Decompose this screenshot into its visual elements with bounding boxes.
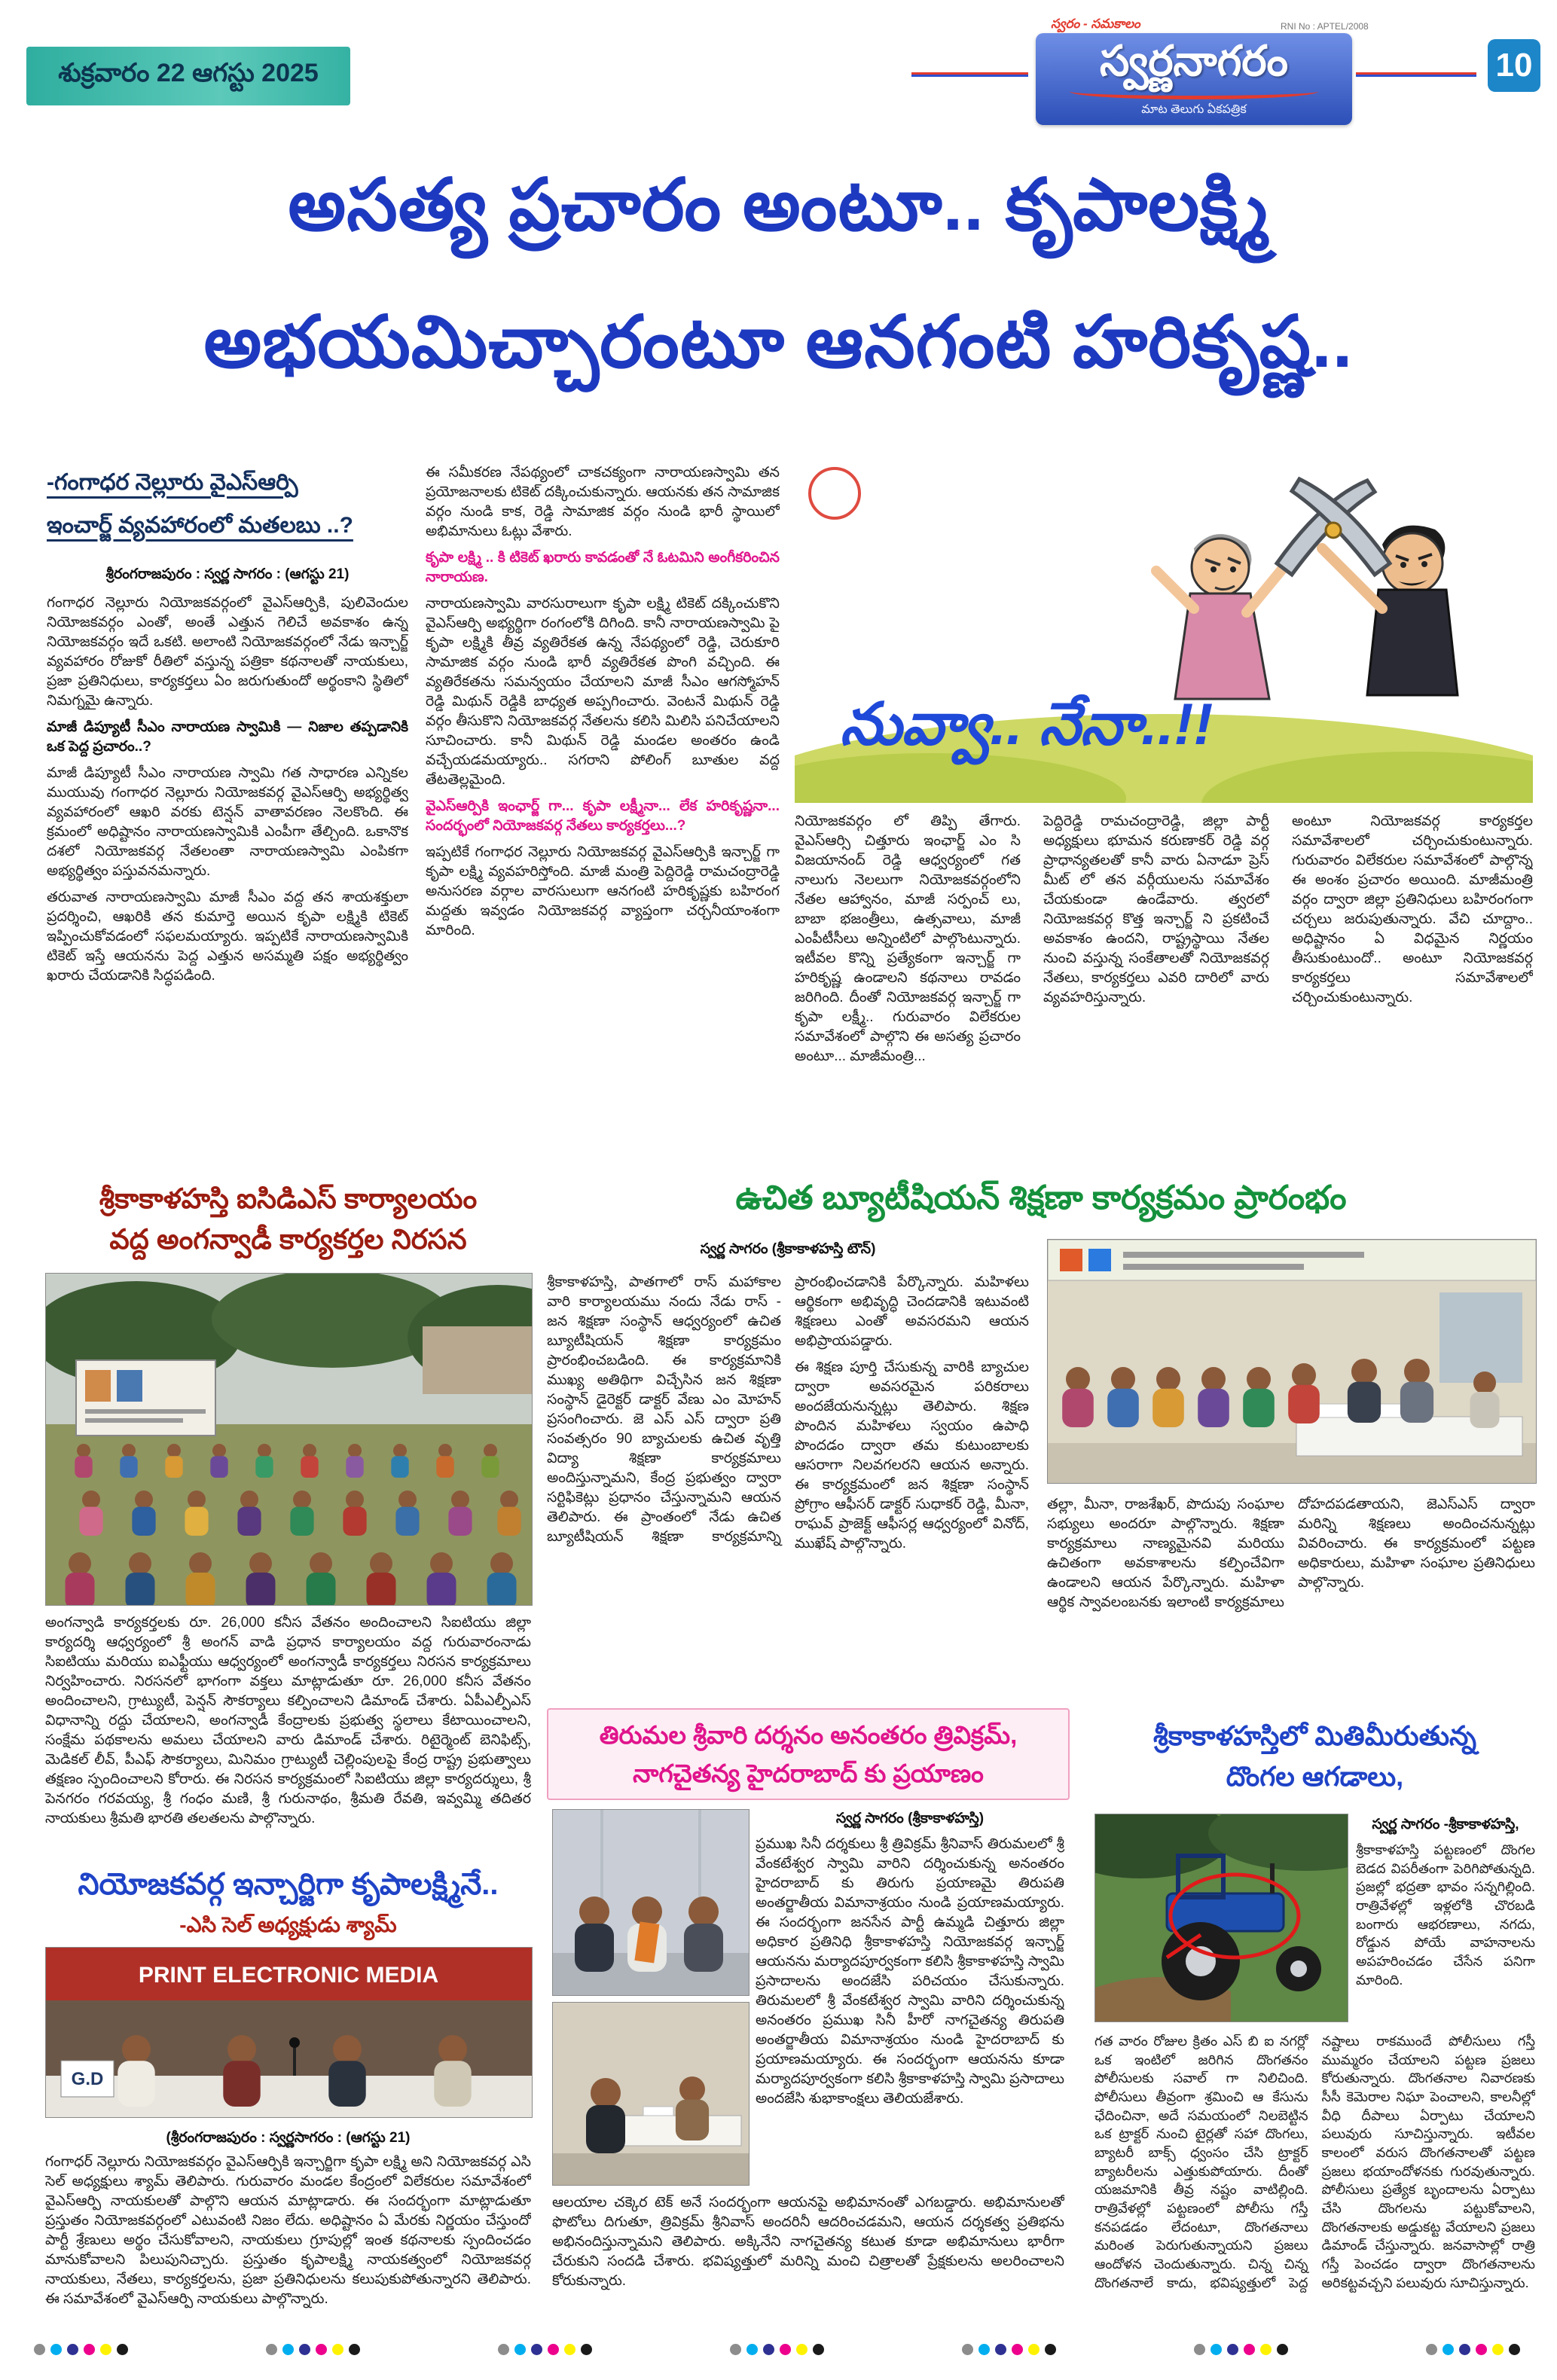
tirumala-headline-box	[547, 1708, 1070, 1800]
lead-col2-magenta-subhead2: వైఎస్ఆర్పికి ఇంఛార్జ్ గా... కృపా లక్ష్మీనా... లేక హరికృష్ణనా... సందర్భంలో నియోజకవర్గ నేతలు కార్యకర్తలు...?	[426, 798, 780, 835]
date-text: శుక్రవారం 22 ఆగస్టు 2025	[58, 58, 319, 87]
lead-col1-subhead: మాజీ డిప్యూటీ సీఎం నారాయణ స్వామికి — నిజాల తప్పడానికి ఒక పెద్ద ప్రచారం..?	[47, 719, 408, 755]
subarticle-byline: -ఎసి సెల్ అధ్యక్షుడు శ్యామ్	[179, 1913, 397, 1936]
thieves-headline-line2: దొంగల ఆగడాలు,	[1226, 1761, 1404, 1792]
lead-col2-p3: ఇప్పటికే గంగాధర నెల్లూరు నియోజకవర్గ వైఎస్ఆర్పికి ఇన్చార్జ్ గా కృపా లక్ష్మి వ్యవహరిస్తోంది. మాజీ మంత్రి పెద్దిరెడ్డి రామచంద్రారెడ్డి అనుసరణ వర్గాల వారసులుగా ఆనగంటి హరికృష్ణకు బహిరంగ మద్దతు ఇవ్వడం నియోజకవర్గ వ్యాప్తంగా చర్చనీయాంశంగా మారింది.	[426, 844, 780, 939]
beautician-photo	[1047, 1239, 1537, 1484]
tirumala-dateline: స్వర్ణ సాగరం (శ్రీకాకాళహస్తి)	[835, 1811, 985, 1826]
masthead-underline	[1070, 84, 1318, 99]
lead-col4-p: పెద్దిరెడ్డి రామచంద్రారెడ్డి, జిల్లా పార్టీ అధ్యక్షులు భూమన కరుణాకర్ రెడ్డి వర్గ ప్రాధాన్యతలతో కానీ వారు ఏనాడూ ప్రెస్ మీట్ లో తన వర్గీయులను సమావేశం చేయకుండా ఉండేవారు. త్వరలో నియోజకవర్గ కొత్త ఇన్చార్జ్ ని ప్రకటించే అవకాశం ఉందని, రాష్ట్రస్థాయి నేతల నుంచి వస్తున్న సంకేతాలతో నియోజకవర్గ నేతలు, కార్యకర్తలు ఎవరి దారిలో వారు వ్యవహరిస్తున్నారు.	[1043, 813, 1269, 1006]
beautician-headline: ఉచిత బ్యూటీషియన్ శిక్షణా కార్యక్రమం ప్రారంభం	[735, 1179, 1347, 1216]
press-seal	[808, 467, 861, 520]
lead-col5-p: అంటూ నియోజకవర్గ కార్యకర్తల సమావేశాలలో చర్చించుకుంటున్నారు. గురువారం విలేకరుల సమావేశంలో పాల్గొన్న ఈ అంశం ప్రచారం అయింది. మాజీమంత్రి వర్గం ద్వారా జిల్లా ప్రతినిధులు బహిరంగంగా చర్చలు జరుపుతున్నారు. వేచి చూద్దాం.. అధిష్టానం ఏ విధమైన నిర్ణయం తీసుకుంటుందో.. అంటూ నియోజకవర్గ కార్యకర్తలు సమావేశాలలో చర్చించుకుంటున్నారు.	[1292, 813, 1533, 1006]
tirumala-p2: ఆలయాల చక్కెర టెక్ అనే సందర్భంగా ఆయనపై అభిమానంతో ఎగబడ్డారు. అభిమానులతో ఫొటోలు దిగుతూ, త్రివిక్రమ్ శ్రీనివాస్ అందరినీ ఆదరించడమని, ఆయన దర్శకత్వ ప్రతిభను అభినందిస్తున్నామని తెలిపారు. అక్కినేని నాగచైతన్య కటుత కూడా అభిమానులు భారీగా చేరుకుని సందడి చేశారు. భవిష్యత్తులో మరిన్ని మంచి చిత్రాలతో ప్రేక్షకులను అలరించాలని కోరుకున్నారు.	[552, 2195, 1064, 2290]
lead-col2-p1: ఈ సమీకరణ నేపథ్యంలో చాకచక్యంగా నారాయణస్వామి తన ప్రయోజనాలకు టికెట్ దక్కించుకున్నారు. ఆయనకు తన సామాజిక వర్గం నుండి కాక, రెడ్డి సామాజిక వర్గం నుండి భారీ స్థాయిలో అభిమానులు ఓట్లు వేశారు.	[426, 465, 780, 540]
subarticle-p1: గంగాధర్ నెల్లూరు నియోజకవర్గం వైఎస్ఆర్పికి ఇన్చార్జిగా కృపా లక్ష్మి అని నియోజకవర్గ ఎసి సెల్ అధ్యక్షులు శ్యామ్ తెలిపారు. గురువారం మండల కేంద్రంలో విలేకరుల సమావేశంలో వైఎస్ఆర్పి నాయకులతో పాల్గొని ఆయన మాట్లాడారు. ఈ సందర్భంగా మాట్లాడుతూ ప్రస్తుతం నియోజకవర్గంలో ఎటువంటి నిజం లేదు. అధిష్టానం ఏ మేరకు నిర్ణయం చేస్తుందో పార్టీ శ్రేణులు అర్థం చేసుకోవాలని, నాయకులు గ్రూపుల్లో ఇంత కథనాలకు స్పందించడం మానుకోవాలని పిలుపునిచ్చారు. ప్రస్తుతం కృపాలక్ష్మి నాయకత్వంలో నియోజకవర్గ నాయకులు, నేతలు, కార్యకర్తలను, ప్రజా ప్రతినిధులను కలుపుకుపోతున్నారని తెలిపారు. ఈ సమావేశంలో వైఎస్ఆర్పి నాయకులు పాల్గొన్నారు.	[45, 2154, 531, 2308]
masthead-tagline: మాట తెలుగు ఏకపత్రిక	[1141, 102, 1247, 116]
beautician-p3: తల్లా, మీనా, రాజశేఖర్, పొదుపు సంఘాల సభ్యులు అందరూ పాల్గొన్నారు. శిక్షణా కార్యక్రమాలు నాణ్యమైనవి మరియు ఉచితంగా అవకాశాలను కల్పించేవిగా ఉండాలని ఆయన పేర్కొన్నారు. మహిళా ఆర్థిక స్వావలంబనకు ఇలాంటి కార్యక్రమాలు దోహదపడతాయని, జెఎస్ఎస్ ద్వారా మరిన్ని శిక్షణలు అందించనున్నట్లు వివరించారు. ఈ కార్యక్రమంలో పట్టణ అధికారులు, మహిళా సంఘాల ప్రతినిధులు పాల్గొన్నారు.	[1047, 1497, 1535, 1611]
tractor-photo	[1094, 1814, 1348, 2022]
lead-subhead-line2: ఇంచార్జ్ వ్యవహారంలో మతలబు ..?	[47, 513, 353, 538]
anganwadi-headline-line1: శ్రీకాకాళహస్తి ఐసిడిఎస్ కార్యాలయం	[99, 1183, 478, 1214]
lead-col2-p2: నారాయణస్వామి వారసురాలుగా కృపా లక్ష్మి టికెట్ దక్కించుకొని వైఎస్ఆర్పి అభ్యర్థిగా రంగంలోకి దిగింది. కానీ నారాయణస్వామి పై కృపా లక్ష్మికి తీవ్ర వ్యతిరేకత ఉన్న నేపథ్యంలో రెడ్డి, చెరుకూరి సామాజిక వర్గం నుండి భారీ వ్యతిరేకత పొంగి వచ్చింది. ఈ వ్యతిరేకతను సమన్వయం చేయాలని మాజీ సీఎం ఆగస్మోహన్ రెడ్డి మిథున్ రెడ్డికి బాధ్యత అప్పగించారు. వెంటనే మిథున్ రెడ్డి వర్గం తీసుకొని నియోజకవర్గ నేతలను కలిసి మిలిసి పనిచేయాలని సూచించారు. కానీ మిథున్ రెడ్డి మండల అంతరం ఉండి వచ్చేయడమయ్యారు.. సగరాని పోలింగ్ బూతుల వద్ద తేటతెల్లమైంది.	[426, 596, 780, 789]
cartoon-illustration	[795, 458, 1533, 803]
press-logo-text: G.D	[71, 2069, 104, 2089]
thieves-body-side	[1356, 1841, 1535, 2021]
page-number-text: 10	[1495, 47, 1533, 84]
tirumala-headline-line2: నాగచైతన్య హైదరాబాద్ కు ప్రయాణం	[633, 1759, 984, 1787]
lead-col1-p2: మాజీ డిప్యూటీ సీఎం నారాయణ స్వామి గత సాధారణ ఎన్నికల ముయువు గంగాధర నెల్లూరు నియోజకవర్గ వైఎస్ఆర్పి అభ్యర్థిత్వ వ్యవహారంలో ఆఖరి వరకు టెన్షన్ వాతావరణం నెలకొంది. ఈ క్రమంలో అధిష్టానం నారాయణస్వామికి ఎంపీగా తేల్చింది. ఒకానొక దశలో నియోజకవర్గ నేతలంతా నారాయణస్వామి ఎంపికగా అభ్యర్థిత్వం పస్తువనమన్నారు.	[47, 765, 408, 880]
tirumala-photo1-image	[553, 1810, 749, 1995]
thieves-p-main: గత వారం రోజుల క్రితం ఎస్ బి ఐ నగర్లో ఒక ఇంటిలో జరిగిన దొంగతనం పోలీసులకు సవాల్ గా నిలిచింది. పోలీసులు తీవ్రంగా శ్రమించి ఆ కేసును ఛేదించినా, అదే సమయంలో నిలబెట్టిన ఒక ట్రాక్టర్ నుంచి టైర్లతో సహా దొంగలు, బ్యాటరీ బాక్స్ ధ్వంసం చేసి ట్రాక్టర్ బ్యాటరీలను ఎత్తుకుపోయారు. దీంతో యజమానికి తీవ్ర నష్టం వాటిల్లింది. రాత్రివేళల్లో పట్టణంలో పోలీసు గస్తీ కనపడడం లేదంటూ, దొంగతనాలు మరింత పెరుగుతున్నాయని ప్రజలు ఆందోళన చెందుతున్నారు. చిన్న చిన్న దొంగతనాలే కాదు, భవిష్యత్తులో పెద్ద నష్టాలు రాకముందే పోలీసులు గస్తీ ముమ్మరం చేయాలని పట్టణ ప్రజలు కోరుతున్నారు. దొంగతనాల నివారణకు సీసీ కెమెరాల నిఘా పెంచాలని, కాలనీల్లో వీధి దీపాలు ఏర్పాటు చేయాలని పలువురు సూచిస్తున్నారు. ఇటీవల కాలంలో వరుస దొంగతనాలతో పట్టణ ప్రజలు భయాందోళనకు గురవుతున్నారు. పోలీసులు ప్రత్యేక బృందాలను ఏర్పాటు చేసి దొంగలను పట్టుకోవాలని, దొంగతనాలకు అడ్డుకట్ట వేయాలని ప్రజలు డిమాండ్ చేస్తున్నారు. జనవాసాల్లో రాత్రి గస్తీ పెంచడం ద్వారా దొంగతనాలను అరికట్టవచ్చని పలువురు సూచిస్తున్నారు.	[1094, 2034, 1535, 2290]
rni-number: RNI No : APTEL/2008	[1281, 21, 1369, 32]
cartoon-caption: నువ్వా.. నేనా..!!	[840, 691, 1214, 757]
registration-marks-group	[266, 2344, 365, 2355]
registration-marks-group	[34, 2344, 133, 2355]
lead-col4	[1043, 812, 1269, 1155]
cartoon-panel	[795, 458, 1533, 803]
masthead	[1036, 33, 1352, 125]
lead-col1-p1: గంగాధర నెల్లూరు నియోజకవర్గంలో వైఎస్ఆర్పికి, పులివెందుల నియోజకవర్గం ఎంతో, అంతే ఎత్తున గెలిచే అవకాశం ఉన్న నియోజకవర్గం ఇదే ఒకటి. అలాంటి నియోజకవర్గంలో నేడు ఇన్చార్జ్ వ్యవహారం రోజుకో రీతిలో వస్తున్న పత్రికా కథనాలతో నాయకులు, ప్రజా ప్రతినిధులు, కార్యకర్తలు ఏం జరుగుతుందో అర్థంకాని స్థితిలో నిమగ్నమై ఉన్నారు.	[47, 595, 408, 709]
tirumala-photo-1	[552, 1809, 749, 1996]
thieves-headline-line1: శ్రీకాకాళహస్తిలో మితిమీరుతున్న	[1152, 1720, 1477, 1751]
page-number	[1488, 39, 1540, 92]
lead-headline-line1: అసత్య ప్రచారం అంటూ.. కృపాలక్ష్మి	[288, 165, 1269, 246]
beautician-photo-image	[1048, 1240, 1536, 1483]
press-banner-text: PRINT ELECTRONIC MEDIA	[138, 1963, 439, 1988]
protest-photo	[45, 1273, 533, 1606]
tirumala-photo-2	[552, 2002, 749, 2186]
subarticle-headline: నియోజకవర్గ ఇన్చార్జిగా కృపాలక్ష్మినే..	[78, 1868, 499, 1901]
lead-subhead-line1: -గంగాధర నెల్లూరు వైఎస్ఆర్పి	[47, 470, 298, 495]
subarticle-body	[45, 2153, 531, 2333]
beautician-p2: ఈ శిక్షణ పూర్తి చేసుకున్న వారికి బ్యాచుల ద్వారా అవసరమైన పరికరాలు అందజేయనున్నట్లు తెలిపారు. శిక్షణ పొందిన మహిళలు స్వయం ఉపాధి పొందడం ద్వారా తమ కుటుంబాలకు ఆసరాగా నిలవగలరని ఆయన అన్నారు. ఈ కార్యక్రమంలో జన శిక్షణా సంస్థాన్ ప్రోగ్రాం ఆఫీసర్ డాక్టర్ సుధాకర్ రెడ్డి, మీనా, రాఘవ్ ప్రాజెక్ట్ ఆఫీసర్ల ఆధ్వర్యంలో వినోద్, ముఖేష్ పాల్గొన్నారు.	[795, 1359, 1029, 1552]
masthead-script: స్వరం - సమకాలం	[1051, 17, 1140, 31]
tractor-photo-image	[1095, 1814, 1348, 2021]
thieves-headline	[1094, 1716, 1535, 1797]
beautician-body-left	[547, 1273, 1029, 1714]
registration-marks-group	[1426, 2344, 1525, 2355]
registration-marks-group	[498, 2344, 597, 2355]
tirumala-p1: ప్రముఖ సినీ దర్శకులు శ్రీ త్రివిక్రమ్ శ్రీనివాస్ తిరుమలలో శ్రీ వేంకటేశ్వర స్వామి వారిని దర్శించుకున్న అనంతరం హైదరాబాద్ కు తిరుగు ప్రయాణమై తిరుపతి అంతర్జాతీయ విమానాశ్రయం నుండి ప్రయాణమయ్యారు. ఈ సందర్భంగా జనసేన పార్టీ ఉమ్మడి చిత్తూరు జిల్లా అధికార ప్రతినిధి శ్రీకాకాళహస్తి నియోజకవర్గ ఇన్చార్జ్ ఆయనను మర్యాదపూర్వకంగా కలిసి శ్రీకాకాళహస్తి స్వామి ప్రసాదాలను అందజేసి పరిచయం చేసుకున్నారు. తిరుమలలో శ్రీ వేంకటేశ్వర స్వామి వారిని దర్శించుకున్న అనంతరం ప్రముఖ సినీ హీరో నాగచైతన్య తిరుపతి అంతర్జాతీయ విమానాశ్రయం నుండి హైదరాబాద్ కు ప్రయాణమయ్యారు. ఈ సందర్భంగా ఆయనను కూడా మర్యాదపూర్వకంగా కలిసి శ్రీకాకాళహస్తి స్వామి ప్రసాదాలు అందజేసి శుభాకాంక్షలు తెలియజేశారు.	[756, 1836, 1064, 2107]
anganwadi-headline-line2: వద్ద అంగన్వాడీ కార్యకర్తల నిరసన	[109, 1223, 467, 1255]
lead-col1	[47, 593, 408, 1154]
beautician-dateline: స్వర్ణ సాగరం (శ్రీకాకాళహస్తి టౌన్)	[700, 1241, 876, 1257]
lead-col2	[426, 463, 780, 1154]
thieves-p-side: శ్రీకాకాళహస్తి పట్టణంలో దొంగల బెడద విపరీతంగా పెరిగిపోతున్నది. ప్రజల్లో భద్రతా భావం సన్నగిల్లింది. రాత్రివేళల్లో ఇళ్లలోకి చొరబడి బంగారు ఆభరణాలు, నగదు, రోడ్డున పోయే వాహనాలను అపహరించడం చేసేన పనిగా మారింది.	[1356, 1842, 1535, 1988]
lead-col2-magenta-subhead1: కృపా లక్ష్మి .. కి టికెట్ ఖరారు కావడంతో నే ఓటమిని అంగీకరించిన నారాయణ.	[426, 550, 780, 586]
registration-marks-group	[1194, 2344, 1293, 2355]
tirumala-headline-line1: తిరుమల శ్రీవారి దర్శనం అనంతరం త్రివిక్రమ్,	[599, 1720, 1018, 1749]
protest-photo-image	[46, 1274, 532, 1605]
tirumala-body-right	[756, 1835, 1064, 2183]
registration-marks-group	[730, 2344, 829, 2355]
anganwadi-body	[45, 1613, 531, 1862]
thieves-body-main	[1094, 2032, 1535, 2372]
registration-marks-row	[34, 2344, 1525, 2355]
thieves-dateline: స్వర్ణ సాగరం -శ్రీకాకాళహస్తి,	[1372, 1817, 1519, 1832]
registration-marks-group	[962, 2344, 1061, 2355]
press-meet-photo	[45, 1947, 533, 2118]
beautician-body-right	[1047, 1495, 1535, 1715]
lead-subhead	[47, 461, 408, 547]
lead-col3-p: నియోజకవర్గం లో తిప్పి తేగారు. వైఎస్ఆర్సి చిత్తూరు ఇంఛార్జ్ ఎం సి విజయానంద్ రెడ్డి ఆధ్వర్యంలో గత నాలుగు నెలలుగా నియోజకవర్గంలోని నేతల ఆహ్వానం, మాజీ సర్పంచ్ లు, బాబా భజంత్రీలు, ఉత్సవాలు, మాజీ ఎంపీటీసీలు అన్నింటిలో పాల్గొంటున్నారు. ఇటీవల కొన్ని ప్రత్యేకంగా ఇన్చార్జ్ గా హరికృష్ణ ఉండాలని కథనాలు రావడం జరిగింది. దీంతో నియోజకవర్గ ఇన్చార్జ్ గా కృపా లక్ష్మీ.. గురువారం విలేకరుల సమావేశంలో పాల్గొని ఈ అసత్య ప్రచారం అంటూ... మాజీమంత్రి...	[795, 813, 1021, 1065]
masthead-rule-right	[1356, 72, 1476, 75]
masthead-title: స్వర్ణనాగరం	[1100, 37, 1288, 85]
date-banner	[26, 47, 350, 105]
press-meet-photo-image	[46, 1948, 532, 2117]
masthead-rule-left	[911, 72, 1028, 75]
beautician-p1: శ్రీకాకాళహస్తి, పాతగాలో రాస్ మహాకాల వారి కార్యాలయము నందు నేడు రాస్ - జన శిక్షణా సంస్థాన్ ఆధ్వర్యంలో ఉచిత బ్యూటీషియన్ శిక్షణా కార్యక్రమం ప్రారంభించబడింది. ఈ కార్యక్రమానికి ముఖ్య అతిథిగా విచ్చేసిన జన శిక్షణా సంస్థాన్ డైరెక్టర్ డాక్టర్ వేణు ఎం మోహన్ ప్రసంగించారు. జె ఎస్ ఎస్ ద్వారా ప్రతి సంవత్సరం 90 బ్యాచులకు ఉచిత వృత్తి విద్యా శిక్షణా కార్యక్రమాలు అందిస్తున్నామని, కేంద్ర ప్రభుత్వం ద్వారా సర్టిఫికెట్లు ప్రధానం చేస్తున్నామని ఆయన తెలిపారు. ఈ ప్రాంతంలో నేడు ఉచిత బ్యూటీషియన్ శిక్షణా కార్యక్రమాన్ని ప్రారంభించడానికి పేర్కొన్నారు. మహిళలు ఆర్థికంగా అభివృద్ధి చెందడానికి ఇటువంటి శిక్షణలు ఎంతో అవసరమని ఆయన అభిప్రాయపడ్డారు.	[547, 1274, 1029, 1545]
tirumala-photo2-image	[553, 2003, 749, 2185]
lead-dateline: శ్రీరంగరాజపురం : స్వర్ణ సాగరం : (ఆగస్టు 21)	[105, 566, 350, 582]
lead-col3	[795, 812, 1021, 1155]
lead-col5	[1292, 812, 1533, 1155]
subarticle-dateline: (శ్రీరంగరాజపురం : స్వర్ణసాగరం : (ఆగస్టు 21)	[166, 2130, 411, 2146]
lead-col1-p3: తరువాత నారాయణస్వామి మాజీ సీఎం వద్ద తన శాయశక్తులా ప్రదర్శించి, ఆఖరికి తన కుమార్తె అయిన కృపా లక్ష్మికి టికెట్ ఇప్పించుకోవడంలో సఫలమయ్యారు. ఇప్పటికే నారాయణస్వామికి టికెట్ ఇస్తే ఆయనను పెద్ద ఎత్తున అసమ్మతి పక్షం అభ్యర్థిత్వం ఖరారు చేయడానికి సిద్ధపడింది.	[47, 889, 408, 984]
lead-headline-line2: అభయమిచ్చారంటూ ఆనగంటి హరికృష్ణ..	[203, 302, 1354, 383]
anganwadi-headline	[45, 1179, 531, 1259]
anganwadi-p1: అంగన్వాడి కార్యకర్తలకు రూ. 26,000 కనీస వేతనం అందించాలని సిఐటియు జిల్లా కార్యదర్శి ఆధ్వర్యంలో శ్రీ అంగన్ వాడి ప్రధాన కార్యాలయం వద్ద గురువారంనాడు సిఐటియు మరియు ఐఎఫ్టీయు ఆధ్వర్యంలో అంగన్వాడీ కార్యకర్తలు నిరసన కార్యక్రమాలు నిర్వహించారు. నిరసనలో భాగంగా వక్తలు మాట్లాడుతూ రూ. 26,000 కనీస వేతనం అందించాలని, గ్రాట్యుటీ, పెన్షన్ సౌకర్యాలు కల్పించాలని డిమాండ్ చేశారు. ఏపీఎల్పీఎస్ విధానాన్ని రద్దు చేయాలని, అంగన్వాడీ కేంద్రాలకు ప్రభుత్వ స్థలాలు కేటాయించాలని, సంక్షేమ పథకాలను అమలు చేయాలని వారు డిమాండ్ చేశారు. రిటైర్మెంట్ బెనిఫిట్స్, మెడికల్ లీవ్, పీఎఫ్ సౌకర్యాలు, మినిమం గ్రాట్యుటీ చెల్లింపులపై కేంద్ర రాష్ట్ర ప్రభుత్వాలు తక్షణం స్పందించాలని కోరారు. ఈ నిరసన కార్యక్రమంలో సిఐటియు జిల్లా కార్యదర్శులు, శ్రీ పెనగరం గరవయ్య, శ్రీ గంధం మణి, శ్రీ గురునాథం, శ్రీమతి రేవతి, ఇవ్వమ్మి తదితర నాయకులు శ్రీమతి భారతి తలతలను పాల్గొన్నారు.	[45, 1615, 531, 1827]
